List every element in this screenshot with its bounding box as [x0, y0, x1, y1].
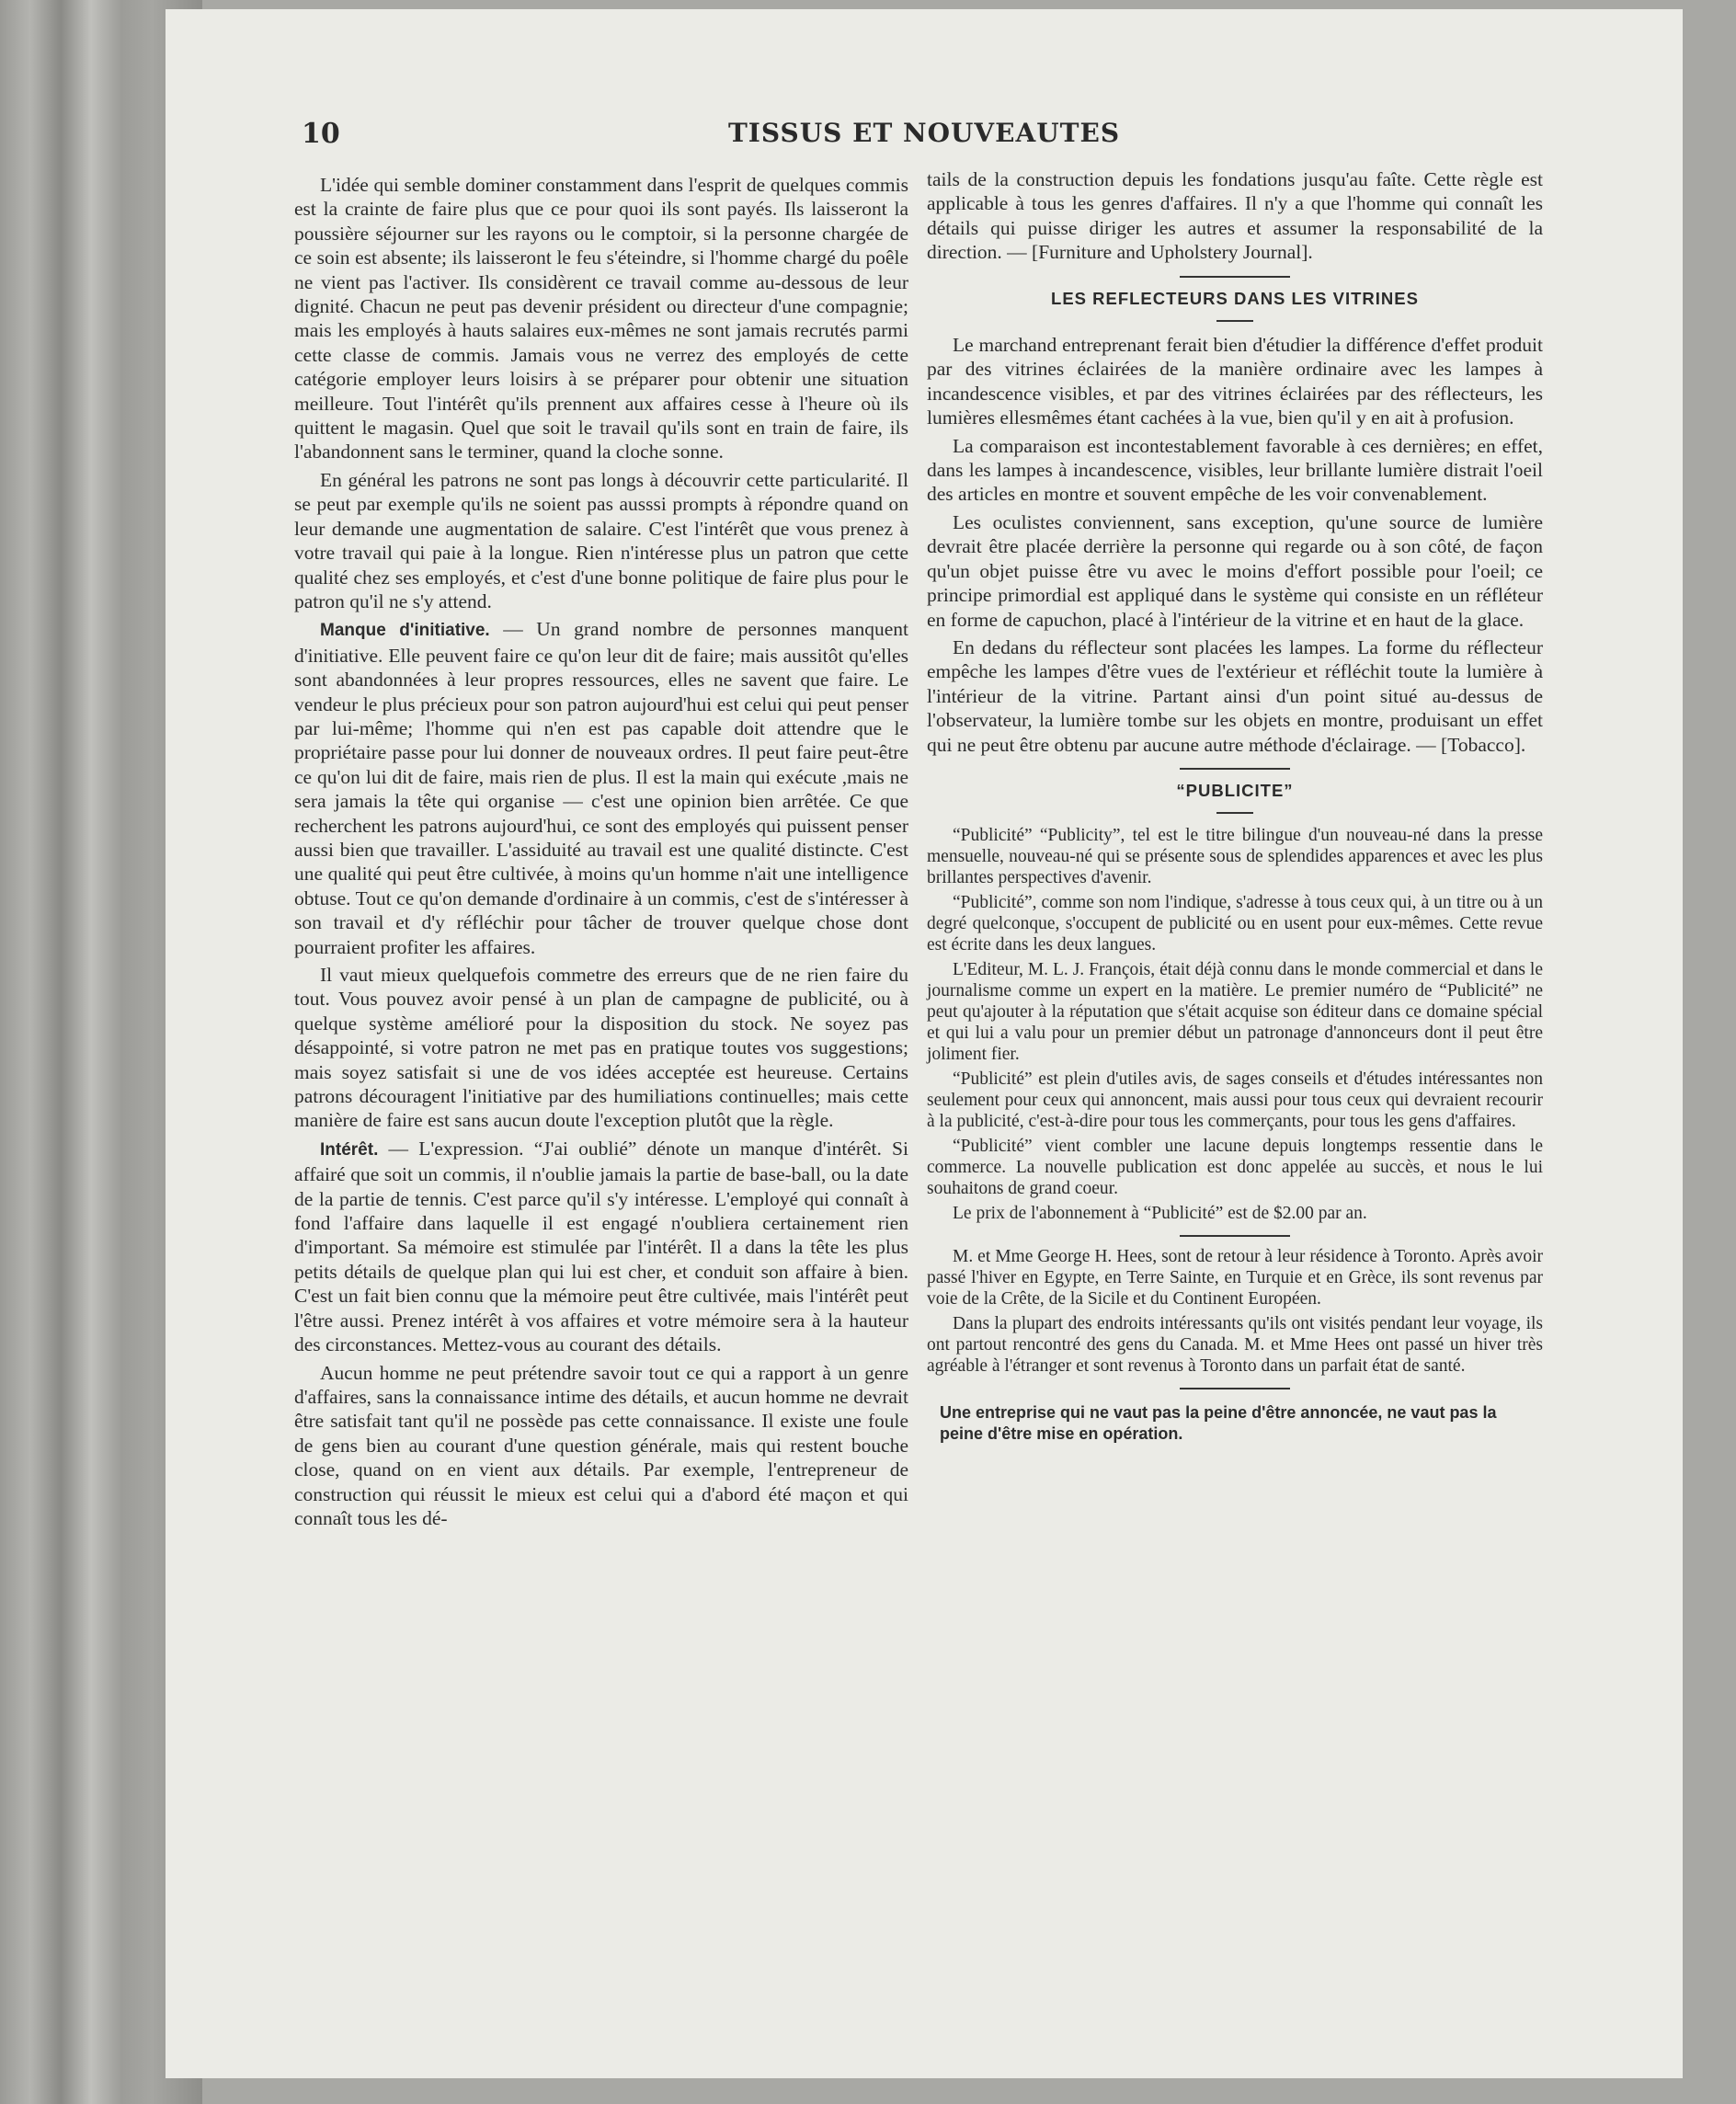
right-column: [927, 167, 1543, 1445]
left-column: [294, 173, 908, 1534]
heading-rule: [1216, 812, 1253, 814]
paragraph: L'Editeur, M. L. J. François, était déjà connu dans le monde commercial et dans le journalisme comme un expert en la matière. Le premier numéro de “Publicité” ne peut qu'ajouter à la réputation que s'était acquise son éditeur dans ce domaine spécial et qui lui a valu pour un premier début un patronage d'annonceurs dont il peut être joliment fier.: [927, 960, 1543, 1065]
paragraph: Les oculistes conviennent, sans exception, qu'une source de lumière devrait être placée derrière la personne qui regarde ou à son côté, de façon qu'un objet puisse être vu avec le moins d'effort possible pour l'oeil; ce principe primordial est appliqué dans le système qui consiste en un réfléteur en forme de capuchon, placé à l'intérieur de la vitrine et en haut de la glace.: [927, 510, 1543, 631]
paragraph: Il vaut mieux quelquefois commetre des erreurs que de ne rien faire du tout. Vous pouvez avoir pensé à un plan de campagne de publicité, ou à quelque système amélioré pour la disposition du stock. Ne soyez pas désappointé, si votre patron ne met pas en pratique toutes vos suggestions; mais soyez satisfait si une de vos idées acceptée est heureuse. Certains patrons découragent l'initiative par des humiliations continuelles; mais cette manière de faire est sans aucun doute l'exception plutôt que la règle.: [294, 964, 908, 1132]
paragraph: En général les patrons ne sont pas longs à découvrir cette particularité. Il se peut par exemple qu'ils ne soient pas ausssi prompts à répondre quand on leur demande une augmentation de salaire. C'est l'intérêt que vous prenez à votre travail qui paie à la longue. Rien n'intéresse plus un patron que cette qualité chez ses employés, et c'est d'une bonne politique de faire plus pour le patron qu'il ne s'y attend.: [294, 468, 908, 612]
paragraph: “Publicité” “Publicity”, tel est le titre bilingue d'un nouveau-né dans la presse mensuelle, nouveau-né qui se présente sous de splendides apparences et avec les plus brillantes perspectives d'avenir.: [927, 826, 1543, 888]
page-number: 10: [302, 118, 340, 150]
paragraph: [294, 617, 908, 959]
paragraph: Le marchand entreprenant ferait bien d'étudier la différence d'effet produit par des vitrines éclairées de la manière ordinaire avec les lampes à incandescence visibles, et par des vitrines éclairées par des réflecteurs, les lumières ellesmêmes étant cachées à la vue, bien qu'il y en ait à profusion.: [927, 334, 1543, 429]
paragraph: “Publicité” est plein d'utiles avis, de sages conseils et d'études intéressantes non seulement pour ceux qui annoncent, mais aussi pour tous ceux qui devraient recourir à la publicité, c'est-à-dire pour tous les commerçants, pour tous les gens d'affaires.: [927, 1069, 1543, 1132]
section-rule: [1180, 1388, 1290, 1389]
paragraph: [294, 1137, 908, 1357]
paragraph: Dans la plupart des endroits intéressants qu'ils ont visités pendant leur voyage, ils ont partout rencontré des gens du Canada. M. et Mme Hees ont passé un hiver très agréable à l'étranger et sont revenus à Toronto dans un parfait état de santé.: [927, 1314, 1543, 1377]
paragraph: M. et Mme George H. Hees, sont de retour à leur résidence à Toronto. Après avoir passé l'hiver en Egypte, en Terre Sainte, en Turquie et en Grèce, ils sont revenus par voie de la Crête, de la Sicile et du Continent Européen.: [927, 1247, 1543, 1309]
paragraph: En dedans du réflecteur sont placées les lampes. La forme du réflecteur empêche les lampes d'être vues de l'extérieur et réfléchit toute la lumière à l'intérieur de la vitrine. Partant ainsi d'un point situé au-dessus de l'observateur, la lumière tombe sur les objets en montre, produisant un effet qui ne peut être obtenu par aucune autre méthode d'éclairage. — [Tobacco].: [927, 635, 1543, 756]
section-rule: [1180, 276, 1290, 278]
heading-rule: [1216, 320, 1253, 322]
paragraph: L'idée qui semble dominer constamment dans l'esprit de quelques commis est la crainte de faire plus que ce pour quoi ils sont payés. Ils laisseront la poussière séjourner sur les rayons ou le comptoir, si la personne chargée de ce soin est absente; ils laisseront le feu s'éteindre, si l'homme chargé du poêle ne vient pas l'activer. Ils considèrent ce travail comme au-dessous de leur dignité. Chacun ne peut pas devenir président ou directeur d'une compagnie; mais les employés à hauts salaires eux-mêmes ne sont jamais recrutés parmi cette classe de commis. Jamais vous ne verrez des employés de cette catégorie employer leurs loisirs à se préparer pour obtenir une situation meilleure. Tout l'intérêt qu'ils prennent aux affaires cesse à l'heure où ils quittent le magasin. Quel que soit le travail qu'ils sont en train de faire, ils l'abandonnent sans le terminer, quand la cloche sonne.: [294, 174, 908, 463]
magazine-page: [166, 9, 1683, 2078]
section-heading: “PUBLICITE”: [1176, 780, 1294, 800]
running-title: TISSUS ET NOUVEAUTES: [727, 118, 1121, 148]
paragraph-lead: Manque d'initiative.: [320, 621, 490, 641]
paragraph-lead: Intérêt.: [320, 1139, 379, 1160]
closing-quote: Une entreprise qui ne vaut pas la peine d'être annoncée, ne vaut pas la peine d'être mise en opération.: [940, 1403, 1497, 1444]
paragraph: “Publicité” vient combler une lacune depuis longtemps ressentie dans le commerce. La nouvelle publication est donc appelée au succès, et nous le lui souhaitons de grand coeur.: [927, 1137, 1543, 1199]
paragraph-body: — Un grand nombre de personnes manquent d'initiative. Elle peuvent faire ce qu'on leur dit de faire; mais aussitôt qu'elles sont abandonnées à leur propres ressources, elles ne savent que faire. Le vendeur le plus précieux pour son patron aujourd'hui est celui qui peut penser par lui-même; l'homme qui n'en est pas capable doit attendre que le propriétaire passe pour lui donner de nouveaux ordres. Il peut faire peut-être ce qu'on lui dit de faire, mais rien de plus. Il est la main qui exécute ,mais ne sera jamais la tête qui organise — c'est une opinion bien arrêtée. Ce que recherchent les patrons aujourd'hui, ce sont des employés qui puissent penser aussi bien que travailler. L'assiduité au travail est une qualité distincte. C'est une qualité qui peut être cultivée, à moins qu'un homme n'ait une intelligence obtuse. Tout ce qu'on demande d'ordinaire à un commis, c'est de s'intéresser à son travail et d'y réfléchir pour tâcher de trouver quelque chose dont pourraient profiter les affaires.: [294, 618, 908, 958]
section-rule: [1180, 1235, 1290, 1237]
paragraph: La comparaison est incontestablement favorable à ces dernières; en effet, dans les lampes à incandescence, visibles, leur brillante lumière distrait l'oeil des articles en montre et souvent empêche de les voir convenablement.: [927, 434, 1543, 506]
paragraph: “Publicité”, comme son nom l'indique, s'adresse à tous ceux qui, à un titre ou à un degré quelconque, s'occupent de publicité ou en usent pour eux-mêmes. Cette revue est écrite dans les deux langues.: [927, 893, 1543, 955]
paragraph: Aucun homme ne peut prétendre savoir tout ce qui a rapport à un genre d'affaires, sans la connaissance intime des détails, et aucun homme ne devrait être satisfait tant qu'il ne possède pas cette connaissance. Il existe une foule de gens bien au courant d'une question générale, mais qui restent bouche close, quand on en vient aux détails. Par exemple, l'entrepreneur de construction qui réussit le mieux est celui qui a d'abord été maçon et qui connaît tous les dé-: [294, 1361, 908, 1529]
paragraph: Le prix de l'abonnement à “Publicité” est de $2.00 par an.: [953, 1204, 1367, 1224]
paragraph-body: — L'expression. “J'ai oublié” dénote un manque d'intérêt. Si affairé que soit un commis, il n'oublie jamais la partie de base-ball, ou la date de la partie de tennis. C'est parce qu'il s'y intéresse. L'employé qui connaît à fond l'affaire dans laquelle il est engagé n'oubliera certainement rien d'important. Sa mémoire est stimulée par l'intérêt. Il a dans la tête les plus petits détails de quelque plan qui lui est cher, et conduit son affaire à bien. C'est un fait bien connu que la mémoire peut être cultivée, mais l'intérêt peut l'être aussi. Prenez intérêt à vos affaires et votre mémoire sera à la hauteur des circonstances. Mettez-vous au courant des détails.: [294, 1137, 908, 1356]
section-rule: [1180, 768, 1290, 770]
paragraph: tails de la construction depuis les fondations jusqu'au faîte. Cette règle est applicable à tous les genres d'affaires. Il n'y a que l'homme qui connaît les détails qui puisse diriger les autres et assumer la responsabilité de la direction. — [Furniture and Upholstery Journal].: [927, 168, 1543, 264]
section-heading: LES REFLECTEURS DANS LES VITRINES: [1051, 288, 1419, 308]
